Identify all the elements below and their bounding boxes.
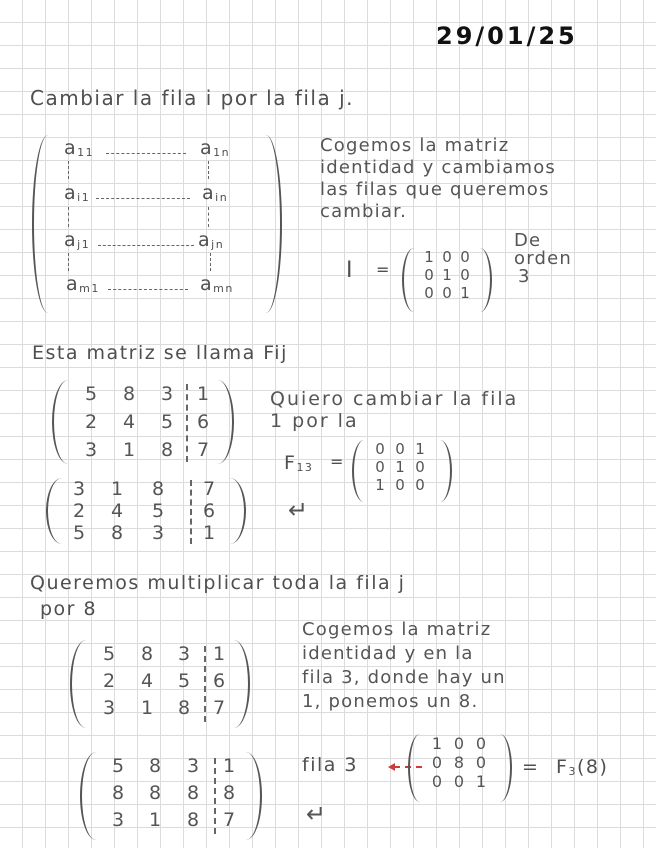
col-ellipsis (68, 253, 69, 271)
elem-ajn: ajn (198, 229, 225, 251)
elem-ain: ain (202, 182, 229, 204)
equals-sign: = (522, 756, 540, 778)
date: 29/01/25 (436, 22, 578, 50)
col-ellipsis (208, 161, 209, 179)
f3-8-label: F3(8) (556, 756, 609, 778)
section3-explanation: Cogemos la matriz identidad y en la fila 3, donde hay un 1, ponemos un 8. (302, 619, 506, 712)
col-ellipsis (68, 207, 69, 227)
order-note: De orden 3 (514, 230, 573, 287)
row-ellipsis (106, 153, 186, 154)
section1-title: Cambiar la fila i por la fila j. (30, 86, 355, 110)
identity-label: I (346, 258, 354, 283)
augmented-matrix-original: 5 8 3 1 2 4 5 6 3 1 8 7 (70, 640, 250, 728)
elem-aj1: aj1 (64, 229, 91, 251)
section2-title: Esta matriz se llama Fij (32, 342, 288, 364)
right-paren (266, 135, 282, 313)
row-ellipsis (96, 198, 190, 199)
col-ellipsis (68, 161, 69, 179)
row-ellipsis (98, 245, 194, 246)
augment-separator (214, 758, 216, 834)
return-arrow-icon: ↵ (288, 496, 309, 524)
elem-ai1: ai1 (64, 182, 91, 204)
augmented-matrix-original: 5 8 3 1 2 4 5 6 3 1 8 7 (52, 380, 234, 464)
elem-a1n: a1n (200, 137, 231, 159)
augment-separator (186, 384, 188, 462)
left-paren (32, 135, 48, 313)
f13-label: F13 (284, 452, 314, 474)
equals-sign: = (376, 260, 391, 279)
section1-explanation: Cogemos la matriz identidad y cambiamos las filas que queremos cambiar. (320, 135, 556, 222)
equals-sign: = (330, 452, 345, 471)
augmented-matrix-swapped: 3 1 8 7 2 4 5 6 5 8 3 1 (46, 478, 246, 544)
elem-amn: amn (200, 273, 234, 295)
elem-am1: am1 (66, 273, 100, 295)
row-label: fila 3 (302, 754, 359, 776)
f13-matrix: 0 0 1 0 1 0 1 0 0 (352, 440, 452, 502)
augmented-matrix-result: 5 8 3 1 8 8 8 8 3 1 8 7 (80, 752, 262, 840)
identity-matrix: 1 0 0 0 1 0 0 0 1 (402, 248, 492, 312)
elem-a11: a11 (64, 137, 95, 159)
col-ellipsis (210, 253, 211, 271)
f3-matrix: 1 0 0 0 8 0 0 0 1 (408, 734, 512, 802)
augment-separator (204, 646, 206, 722)
row-ellipsis (108, 289, 188, 290)
section2-explanation: Quiero cambiar la fila 1 por la (270, 388, 519, 432)
return-arrow-icon: ↵ (306, 800, 327, 828)
col-ellipsis (208, 207, 209, 227)
augment-separator (190, 480, 192, 544)
section3-title-line2: por 8 (40, 598, 98, 620)
general-matrix (32, 135, 282, 313)
section3-title-line1: Queremos multiplicar toda la fila j (30, 572, 406, 594)
